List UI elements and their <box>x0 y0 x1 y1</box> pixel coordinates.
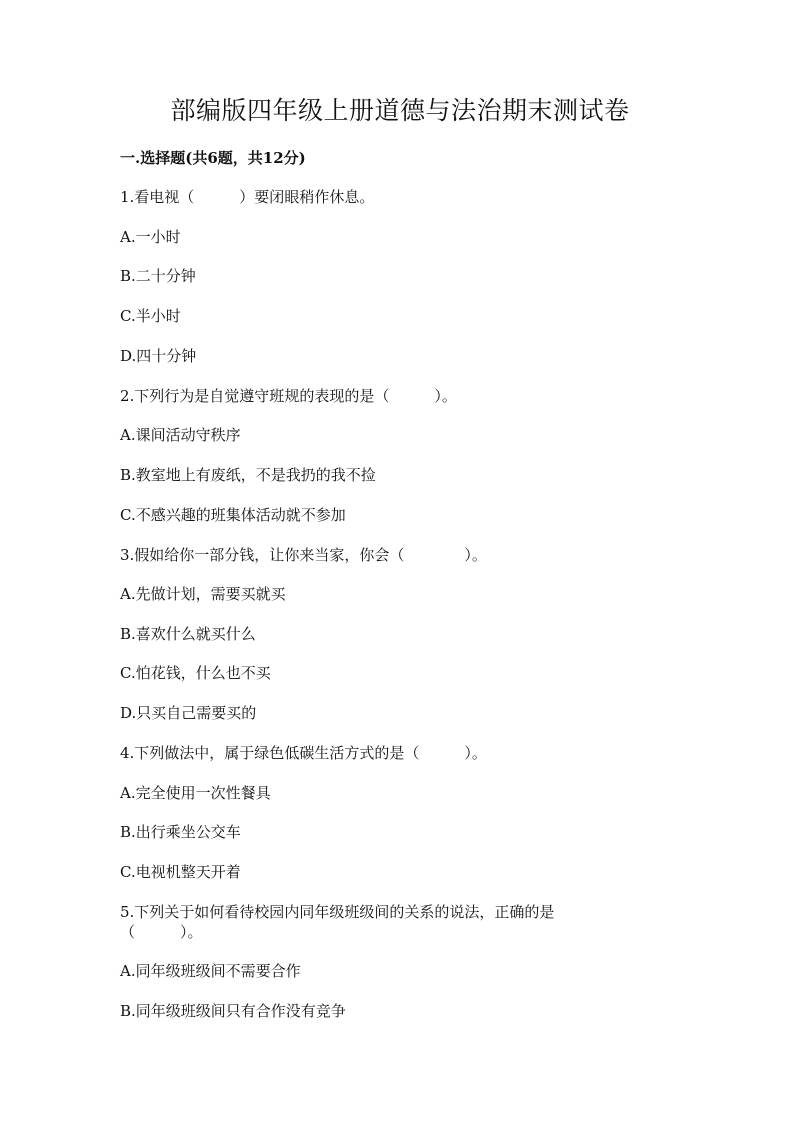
question-3-stem: 3.假如给你一部分钱，让你来当家，你会（ ）。 <box>120 546 487 564</box>
question-3-option-d: D.只买自己需要买的 <box>120 704 257 722</box>
question-3-option-a: A.先做计划，需要买就买 <box>120 585 286 603</box>
question-2-option-c: C.不感兴趣的班集体活动就不参加 <box>120 506 346 524</box>
question-4-option-c: C.电视机整天开着 <box>120 863 241 881</box>
question-1-option-d: D.四十分钟 <box>120 347 197 365</box>
page-title: 部编版四年级上册道德与法治期末测试卷 <box>170 96 630 125</box>
question-1-stem: 1.看电视（ ）要闭眼稍作休息。 <box>120 188 375 206</box>
question-1-option-a: A.一小时 <box>120 228 181 246</box>
question-4-option-a: A.完全使用一次性餐具 <box>120 784 271 802</box>
question-5-stem: 5.下列关于如何看待校园内同年级班级间的关系的说法，正确的是（ ）。 <box>120 903 555 941</box>
question-5-option-b: B.同年级班级间只有合作没有竞争 <box>120 1002 346 1020</box>
question-1-option-b: B.二十分钟 <box>120 267 196 285</box>
question-2-stem: 2.下列行为是自觉遵守班规的表现的是（ ）。 <box>120 387 457 405</box>
question-5-option-a: A.同年级班级间不需要合作 <box>120 962 301 980</box>
question-3-option-c: C.怕花钱，什么也不买 <box>120 664 271 682</box>
question-4-stem: 4.下列做法中，属于绿色低碳生活方式的是（ ）。 <box>120 744 487 762</box>
question-2-option-a: A.课间活动守秩序 <box>120 426 241 444</box>
question-2-option-b: B.教室地上有废纸，不是我扔的我不捡 <box>120 466 376 484</box>
section-heading: 一.选择题(共6题，共12分) <box>120 149 306 167</box>
question-3-option-b: B.喜欢什么就买什么 <box>120 625 256 643</box>
question-4-option-b: B.出行乘坐公交车 <box>120 823 241 841</box>
question-1-option-c: C.半小时 <box>120 307 181 325</box>
